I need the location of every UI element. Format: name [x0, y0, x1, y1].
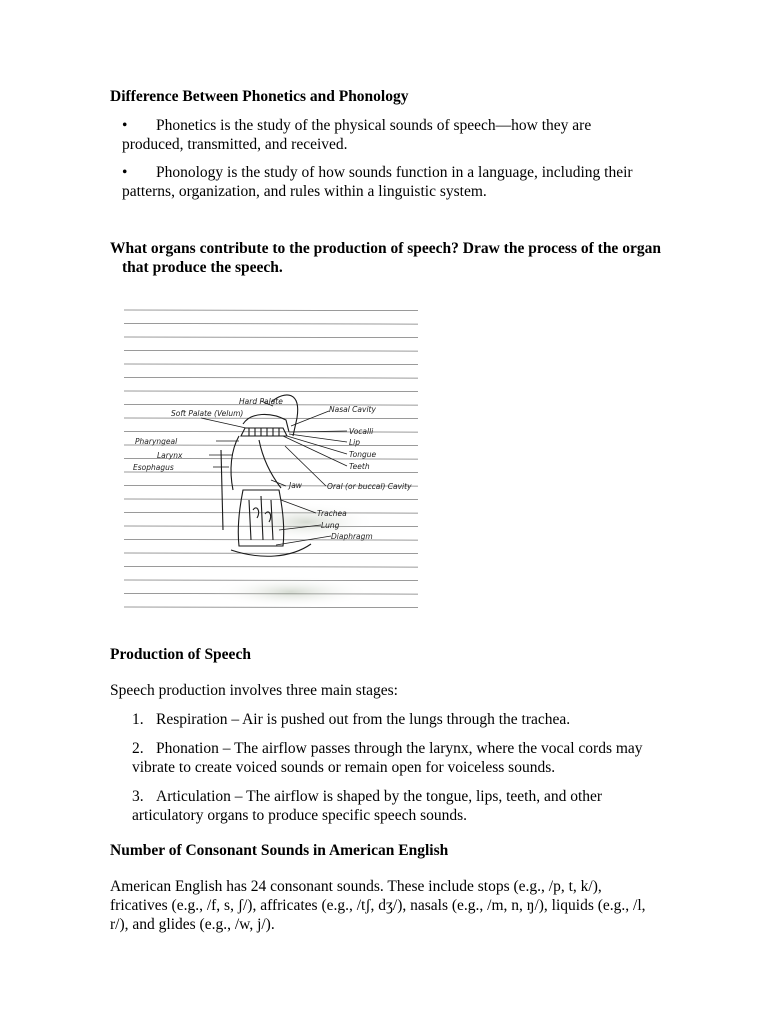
paper-smudge — [211, 576, 371, 608]
step-number: 2. — [132, 740, 144, 757]
speech-organs-drawing — [121, 300, 421, 615]
consonant-body: American English has 24 consonant sounds. These include stops (e.g., /p, t, k/), fricatives (e.g., /f, s, ʃ/), affricates (e.g., /tʃ, dʒ/), nasals (e.g., /m, n, ŋ/), liquids (e.g., /l, r/), and glides (e.g., /w, j/). — [110, 878, 646, 933]
label-esophagus: Esophagus — [133, 463, 174, 472]
bullet-phonetics — [122, 116, 652, 154]
label-tongue: Tongue — [349, 450, 377, 459]
label-jaw: Jaw — [289, 481, 302, 490]
label-pharyngeal: Pharyngeal — [135, 437, 178, 446]
bullet-text: Phonology is the study of how sounds function in a language, including their patterns, organization, and rules within a linguistic system. — [122, 164, 633, 200]
step-respiration — [132, 710, 662, 729]
step-text: Respiration – Air is pushed out from the lungs through the trachea. — [156, 711, 571, 728]
heading-speech-organs-question: What organs contribute to the production of speech? Draw the process of the organ that produce the speech. — [110, 240, 661, 276]
speech-organs-sketch — [121, 300, 421, 615]
label-teeth: Teeth — [349, 462, 370, 471]
step-number: 3. — [132, 788, 144, 805]
label-nasal-cavity: Nasal Cavity — [329, 405, 376, 414]
bullet-marker: • — [122, 164, 128, 181]
label-vocal: Vocalli — [349, 427, 374, 436]
step-text: Phonation – The airflow passes through the larynx, where the vocal cords may vibrate to create voiced sounds or remain open for voiceless sounds. — [132, 740, 643, 776]
label-hard-palate: Hard Palate — [239, 397, 283, 406]
label-lung: Lung — [321, 521, 340, 530]
label-lip: Lip — [349, 438, 361, 447]
step-text: Articulation – The airflow is shaped by the tongue, lips, teeth, and other articulatory organs to produce specific speech sounds. — [132, 788, 603, 824]
step-articulation — [132, 787, 662, 825]
production-intro: Speech production involves three main stages: — [110, 682, 398, 699]
label-larynx: Larynx — [157, 451, 183, 460]
label-diaphragm: Diaphragm — [331, 532, 373, 541]
bullet-text: Phonetics is the study of the physical sounds of speech—how they are produced, transmitted, and received. — [122, 117, 592, 153]
heading-consonant-count: Number of Consonant Sounds in American English — [110, 842, 449, 859]
bullet-phonology — [122, 163, 652, 201]
label-trachea: Trachea — [317, 509, 347, 518]
label-oral-cavity: Oral (or buccal) Cavity — [327, 482, 412, 491]
step-number: 1. — [132, 711, 144, 728]
bullet-marker: • — [122, 117, 128, 134]
heading-phonetics-phonology: Difference Between Phonetics and Phonology — [110, 88, 409, 105]
heading-production-of-speech: Production of Speech — [110, 646, 251, 663]
step-phonation — [132, 739, 662, 777]
label-soft-palate: Soft Palate (Velum) — [171, 409, 244, 418]
